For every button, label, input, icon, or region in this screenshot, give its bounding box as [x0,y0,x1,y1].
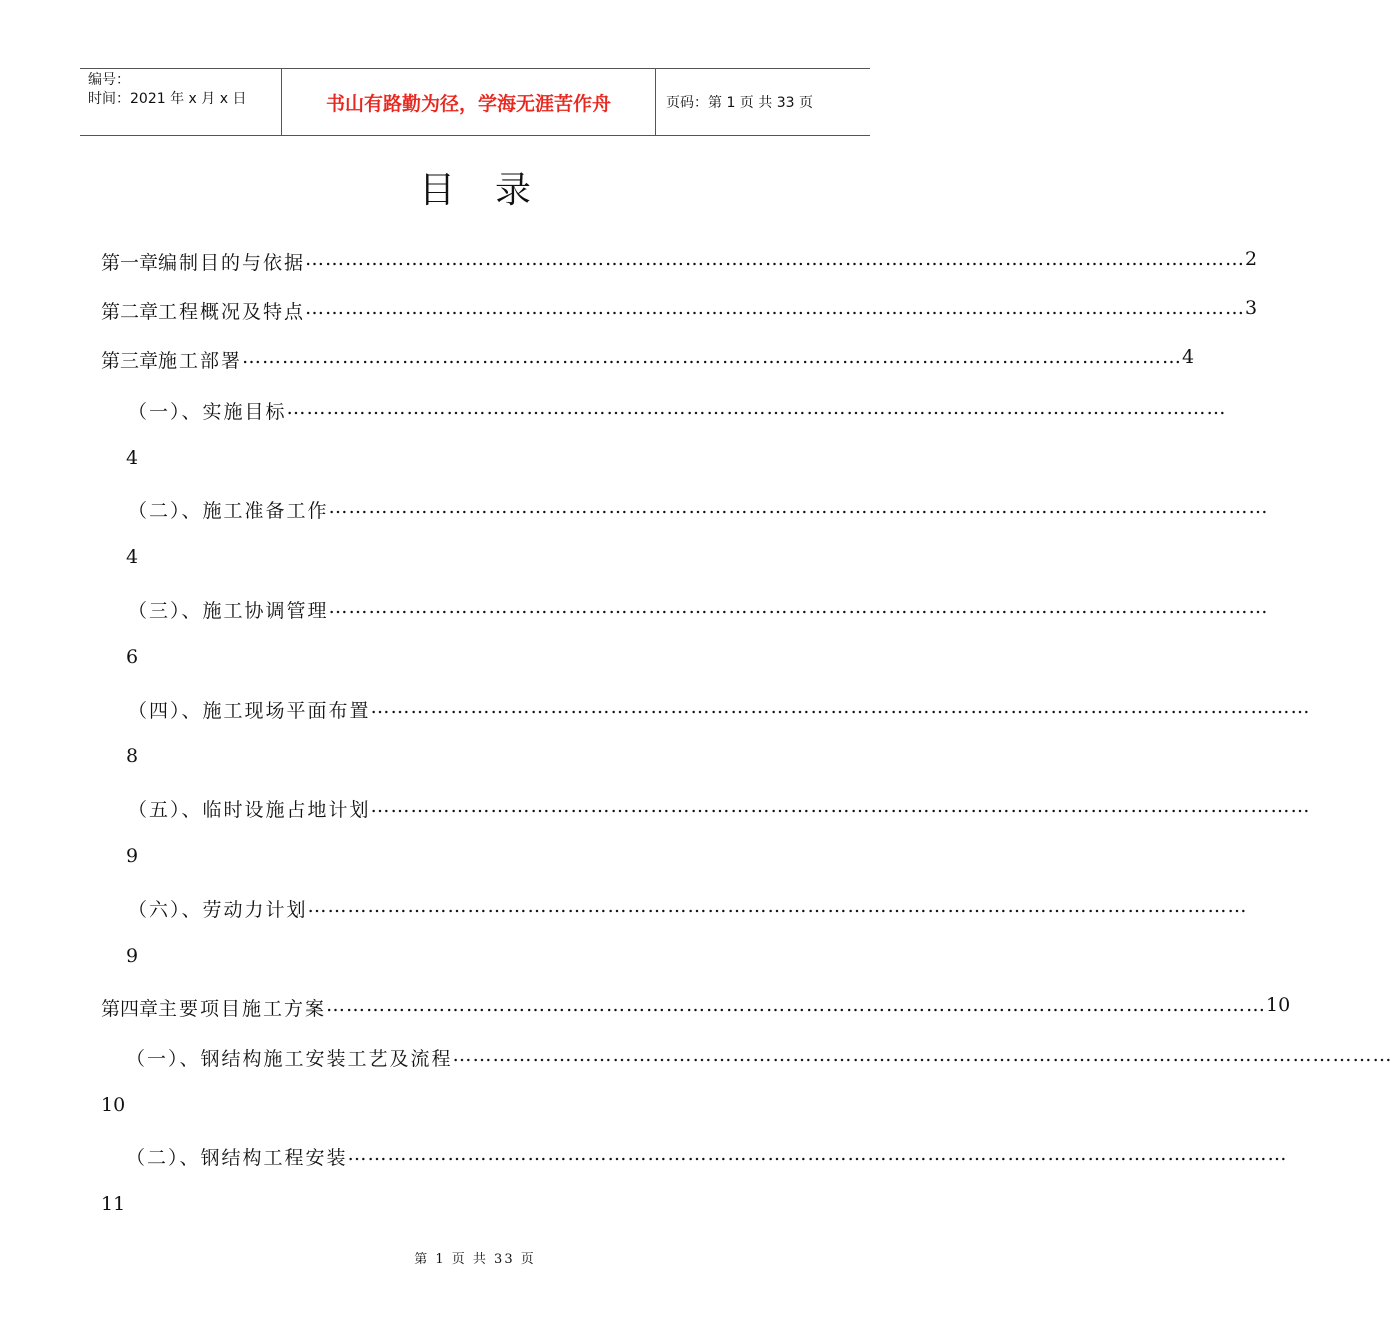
toc-entry-title: 施工部署 [158,350,243,372]
toc-chapter-number: 第二章 [101,301,159,323]
toc-page-number: 10 [1266,994,1291,1016]
toc-page-number: 11 [101,1193,126,1215]
toc-entry-title: 主要项目施工方案 [158,998,327,1020]
toc-entry-ch3[interactable] [101,346,1195,373]
toc-entry-title: （二）、施工准备工作 [128,500,329,522]
toc-entry-s41[interactable] [126,1044,1393,1071]
number-label: 编号： [88,72,130,88]
toc-entry-title: （四）、施工现场平面布置 [128,700,371,722]
toc-entry-s34[interactable] [128,696,1311,723]
toc-leader-dots: …………………………………………………………………………………………………………………………… [370,696,1311,718]
toc-entry-ch1[interactable] [101,248,1258,275]
toc-entry-title: （一）、钢结构施工安装工艺及流程 [126,1048,453,1070]
toc-page-number: 10 [101,1094,126,1116]
toc-leader-dots: …………………………………………………………………………………………………………………………… [328,596,1269,618]
toc-page-number: 9 [126,845,139,867]
toc-entry-ch2[interactable] [101,297,1258,324]
toc-entry-title: （一）、实施目标 [128,401,287,423]
toc-chapter-number: 第四章 [101,998,159,1020]
header-left-cell [80,69,282,135]
toc-leader-dots: …………………………………………………………………………………………………………………………… [328,496,1269,518]
toc-entry-s33[interactable] [128,596,1269,623]
toc-entry-title: （五）、临时设施占地计划 [128,799,371,821]
date-label: 时间：2021 年 x 月 x 日 [88,91,247,107]
toc-leader-dots: …………………………………………………………………………………………………………………………… [452,1044,1393,1066]
toc-page-number: 4 [126,447,139,469]
toc-page-number: 8 [126,745,139,767]
page-footer: 第 1 页 共 33 页 [414,1252,536,1267]
toc-page-number: 2 [1245,248,1258,270]
toc-chapter-number: 第三章 [101,350,159,372]
toc-entry-title: （二）、钢结构工程安装 [126,1147,348,1169]
toc-entry-s36[interactable] [128,895,1248,922]
toc-entry-title: 编制目的与依据 [158,252,306,274]
toc-leader-dots: …………………………………………………………………………………………………………………………… [307,895,1248,917]
toc-leader-dots: …………………………………………………………………………………………………………………………… [370,795,1311,817]
toc-leader-dots: …………………………………………………………………………………………………………………………… [326,994,1267,1016]
header-page-info: 页码：第 1 页 共 33 页 [666,95,813,111]
toc-page-number: 6 [126,646,139,668]
toc-page-number: 4 [126,546,139,568]
page-title: 目录 [418,170,571,211]
toc-entry-ch4[interactable] [101,994,1291,1021]
toc-entry-s42[interactable] [126,1143,1288,1170]
toc-page-number: 9 [126,945,139,967]
toc-leader-dots: …………………………………………………………………………………………………………………………… [242,346,1183,368]
toc-page-number: 3 [1245,297,1258,319]
toc-entry-s35[interactable] [128,795,1311,822]
toc-page-number: 4 [1182,346,1195,368]
toc-leader-dots: …………………………………………………………………………………………………………………………… [286,397,1227,419]
toc-chapter-number: 第一章 [101,252,159,274]
toc-entry-title: （六）、劳动力计划 [128,899,308,921]
toc-leader-dots: …………………………………………………………………………………………………………………………… [347,1143,1288,1165]
page-header [80,68,870,136]
toc-entry-title: 工程概况及特点 [158,301,306,323]
header-motto: 书山有路勤为径，学海无涯苦作舟 [282,69,656,135]
toc-entry-s32[interactable] [128,496,1269,523]
toc-entry-title: （三）、施工协调管理 [128,600,329,622]
toc-entry-s31[interactable] [128,397,1227,424]
toc-leader-dots: …………………………………………………………………………………………………………………………… [305,297,1246,319]
toc-leader-dots: …………………………………………………………………………………………………………………………… [305,248,1246,270]
